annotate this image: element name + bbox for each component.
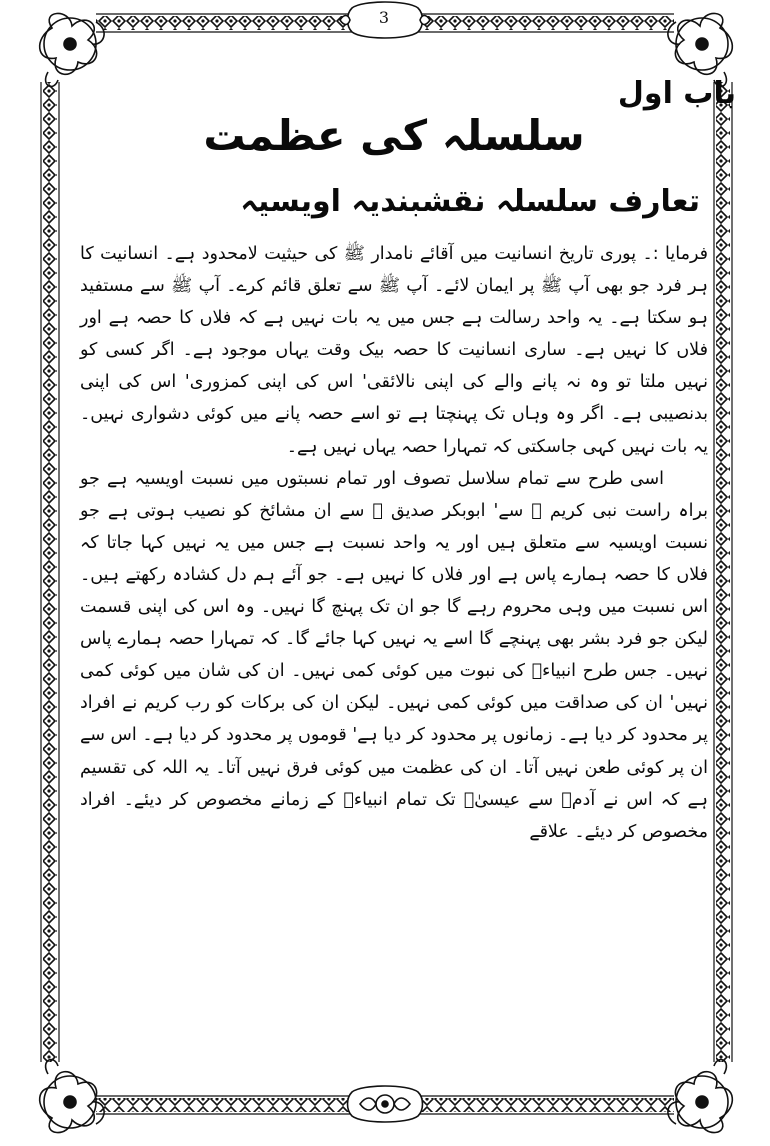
bottom-center-ornament (348, 1086, 423, 1122)
corner-ornament-top-left (40, 13, 104, 86)
corner-ornament-bottom-right (668, 1060, 732, 1133)
paragraph: فرمایا :۔ پوری تاریخ انسانیت میں آقائے نامدار ﷺ کی حیثیت لامحدود ہے۔ انسانیت کا ہر فرد جو بھی آپ ﷺ پر ایمان لائے۔ آپ ﷺ سے تعلق قائم کرے۔ آپ ﷺ سے مستفید ہو سکتا ہے۔ یہ واحد رسالت ہے جس میں یہ بات نہیں ہے کہ فلاں کا حصہ ہے اور فلاں کا نہیں ہے۔ ساری انسانیت کا حصہ بیک وقت یہاں موجود ہے۔ اگر کسی کو نہیں ملتا تو وہ نہ پانے والے کی اپنی نالائقی' اس کی اپنی کمزوری' اس کی اپنی بدنصیبی ہے۔ اگر وہ وہاں تک پہنچتا ہے تو اسے حصہ پانے میں کوئی دشواری نہیں۔ یہ بات نہیں کہی جاسکتی کہ تمہارا حصہ یہاں نہیں ہے۔ (80, 244, 708, 457)
section-heading: تعارف سلسلہ نقشبندیہ اویسیہ (240, 184, 700, 219)
page-title: سلسلہ کی عظمت (203, 111, 585, 160)
page-number: 3 (378, 8, 390, 27)
corner-ornament-bottom-left (40, 1060, 104, 1133)
paragraph: اسی طرح سے تمام سلاسل تصوف اور تمام نسبتوں میں نسبت اویسیہ ہے جو براہ راست نبی کریم ﷺ سے' ابوبکر صدیق ؓ سے ان مشائخ کو نصیب ہوتی ہے جو نسبت اویسیہ سے متعلق ہیں اور یہ واحد نسبت ہے جس میں یہ نہیں کہا جاتا کہ فلاں کا حصہ ہمارے پاس ہے اور فلاں کا نہیں ہے۔ جو آئے ہم دل کشادہ رکھتے ہیں۔ اس نسبت میں وہی محروم رہے گا جو ان تک پہنچ گا نہیں۔ وہ اس کی اپنی قسمت لیکن جو فرد بشر بھی پہنچے گا اسے یہ نہیں کہا جائے گا۔ کہ تمہارا حصہ ہمارے پاس نہیں۔ جس طرح انبیاءؑ کی نبوت میں کوئی کمی نہیں۔ ان کی شان میں کوئی کمی نہیں' ان کی صداقت میں کوئی کمی نہیں۔ لیکن ان کی برکات کو رب کریم نے افراد پر محدود کر دیا ہے۔ زمانوں پر محدود کر دیا ہے' قوموں پر محدود کر دیا ہے۔ اس سے ان پر کوئی طعن نہیں آتا۔ ان کی عظمت میں کوئی فرق نہیں آتا۔ یہ اللہ کی تقسیم ہے کہ اس نے آدمؑ سے عیسیٰؑ تک تمام انبیاءؑ کے زمانے مخصوص کر دیئے۔ افراد مخصوص کر دیئے۔ علاقے (80, 468, 708, 842)
body-text (80, 238, 708, 848)
page-content (80, 76, 736, 1070)
chapter-label: باب اول (617, 76, 736, 111)
